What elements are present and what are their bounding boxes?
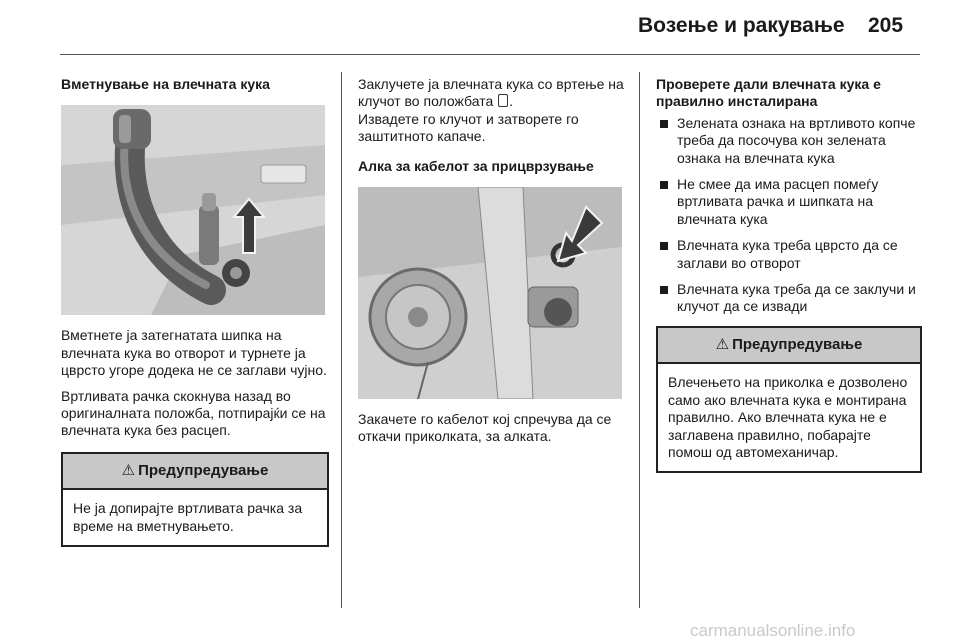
lock-instruction	[358, 76, 626, 111]
header-rule	[60, 54, 920, 55]
warning-box-trailer	[656, 326, 922, 473]
cable-eyelet-illustration	[358, 187, 622, 399]
warning-header	[658, 328, 920, 364]
warning-header	[63, 454, 327, 490]
watermark: carmanualsonline.info	[690, 621, 856, 640]
cable-caption: Закачете го кабелот кој спречува да се откачи приколката, за алката.	[358, 411, 612, 445]
check-list	[656, 115, 922, 316]
warning-title: Предупредување	[138, 461, 269, 479]
lock-instruction-end: .	[509, 93, 514, 110]
warning-triangle-icon: ⚠	[715, 335, 730, 353]
column-1	[61, 76, 329, 547]
lock-position-icon	[498, 94, 508, 107]
column-3	[656, 76, 922, 473]
remove-key-instruction: Извадете го клучот и затворете го заштитното капаче.	[358, 110, 579, 145]
bullet-square-icon	[660, 120, 668, 128]
list-item-text: Зелената ознака на вртливото копче треба да посочува кон зелената ознака на влечната кука	[677, 114, 916, 166]
page-header-title: Возење и ракување	[638, 14, 845, 37]
page-number: 205	[868, 14, 904, 37]
section-heading-check-install: Проверете дали влечната кука е правилно инсталирана	[656, 76, 881, 110]
column-2	[358, 76, 626, 446]
warning-triangle-icon: ⚠	[121, 461, 136, 479]
warning-text: Не ја допирајте вртливата рачка за време на вметнувањето.	[73, 500, 303, 534]
list-item-text: Не смее да има расцеп помеѓу вртливата рачка и шипката на влечната кука	[677, 176, 879, 227]
list-item-text: Влечната кука треба да се заклучи и клучот да се извади	[677, 281, 916, 315]
warning-box-insertion	[61, 452, 329, 547]
warning-text: Влечењето на приколка е дозволено само ако влечната кука е монтирана правилно. Ако влечната кука не е заглавена правилно, побарајте помош од автомеханичар.	[668, 374, 908, 460]
list-item	[656, 281, 922, 316]
bullet-square-icon	[660, 181, 668, 189]
section-heading-insert-hook: Вметнување на влечната кука	[61, 76, 270, 92]
instruction-paragraph-2: Вртливата рачка скокнува назад во оригиналната положба, потпирајќи се на влечната кука без расцеп.	[61, 387, 326, 439]
instruction-paragraph-1: Вметнете ја затегнатата шипка на влечната кука во отворот и турнете ја цврсто угоре додека не се заглави чујно.	[61, 327, 327, 379]
bullet-square-icon	[660, 286, 668, 294]
section-heading-cable-eyelet: Алка за кабелот за прицврзување	[358, 157, 594, 174]
towbar-insertion-illustration	[61, 105, 325, 315]
list-item	[656, 237, 922, 272]
column-divider-2	[639, 72, 640, 608]
list-item	[656, 176, 922, 228]
lock-instruction-text: Заклучете ја влечната кука со вртење на клучот во положбата	[358, 76, 624, 110]
warning-title: Предупредување	[732, 335, 863, 353]
list-item	[656, 115, 922, 167]
list-item-text: Влечната кука треба цврсто да се заглави во отворот	[677, 237, 898, 271]
column-divider-1	[341, 72, 342, 608]
bullet-square-icon	[660, 242, 668, 250]
